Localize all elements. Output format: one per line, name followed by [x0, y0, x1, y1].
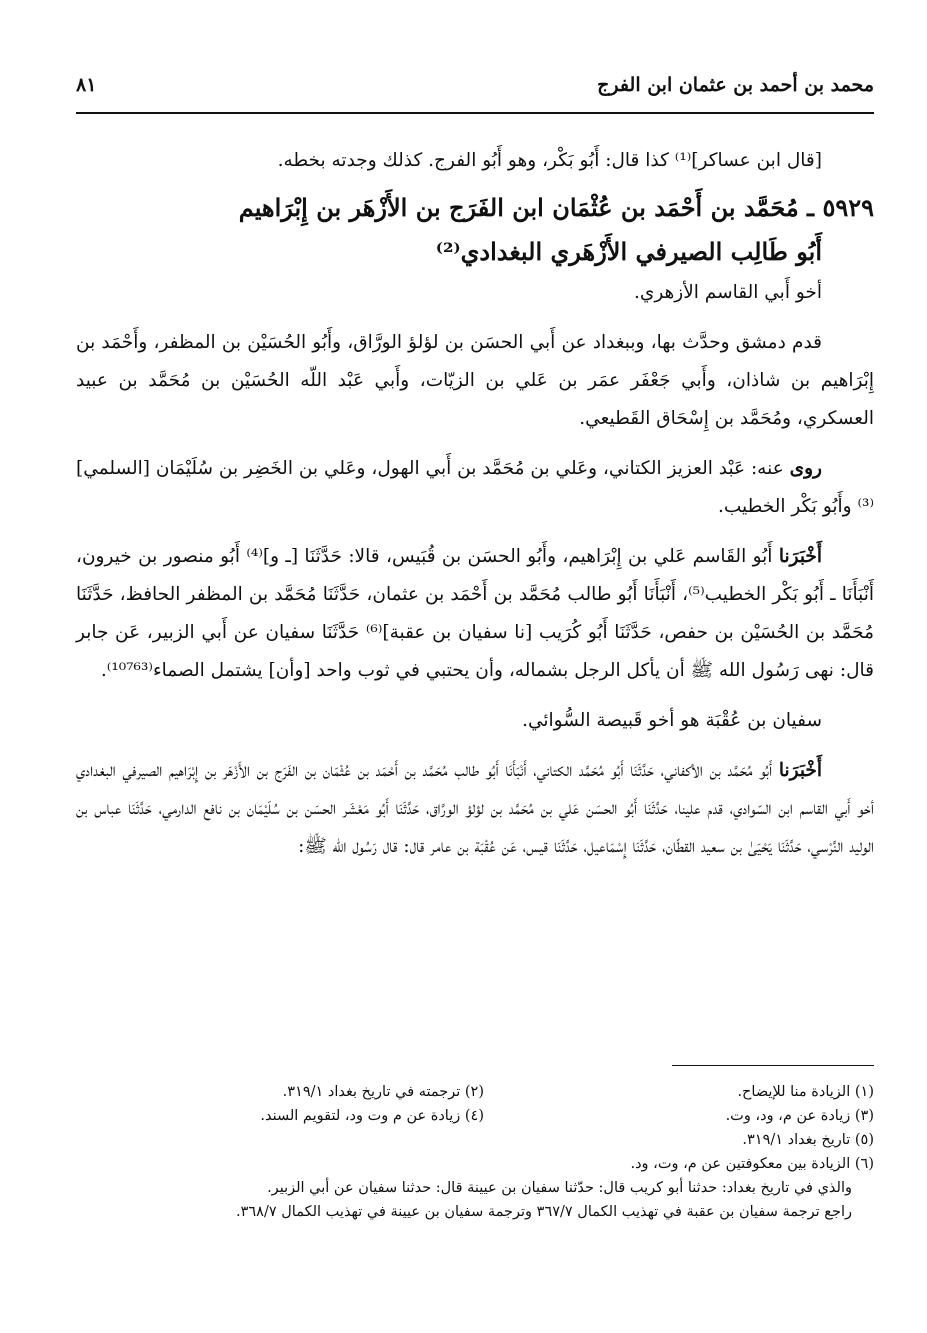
- paragraph-teachers: قدم دمشق وحدَّث بها، وببغداد عن أَبي الحسَن بن لؤلؤ الورَّاق، وأَبُو الحُسَيْن بن المظفر، وأَحْمَد بن إِبْرَاهيم بن شاذان، وأَبي جَعْفَر عمَر بن عَلي بن الزيّات، وأَبي عَبْد اللّه الحُسَيْن بن مُحَمَّد بن عبيد العسكري، ومُحَمَّد بن إِسْحَاق القَطيعي.: [76, 332, 874, 429]
- entry-heading-line2: أَبُو طَالِب الصيرفي الأَزْهَري البغدادي⁽²⁾: [435, 237, 822, 266]
- entry-heading-line1: ٥٩٢٩ ـ مُحَمَّد بن أَحْمَد بن عُثْمَان ابن الفَرَج بن الأَزْهَر بن إِبْرَاهيم: [238, 193, 874, 222]
- paragraph-hadith-2: [76, 752, 874, 866]
- footnote-6-continuation-2: راجع ترجمة سفيان بن عقبة في تهذيب الكمال ٣٦٧/٧ وترجمة سفيان بن عيينة في تهذيب الكمال ٣٦٨/٧.: [236, 1204, 852, 1220]
- footnote-2: (٢) ترجمته في تاريخ بغداد ٣١٩/١.: [282, 1084, 484, 1100]
- paragraph-hadith-1: [76, 538, 874, 690]
- paragraph-text: أَبُو القَاسم عَلي بن إِبْرَاهيم، وأَبُو الحسَن بن قُبَيس، قالا: حَدَّثَنَا [ـ و]⁽⁴⁾ أَبُو منصور بن خيرون، أَنْبَأَنَا ـ أَبُو بَكْر الخطيب⁽⁵⁾، أَنْبَأَنَا أَبُو طالب مُحَمَّد بن أَحْمَد بن عثمان، حَدَّثَنَا مُحَمَّد بن المظفر الحافظ، حَدَّثَنَا مُحَمَّد بن الحُسَيْن بن حفص، حَدَّثَنَا أَبُو كُرَيب [نا سفيان بن عقبة]⁽⁶⁾ حَدَّثَنَا سفيان عن أَبي الزبير، عَن جابر قال: نهى رَسُول الله ﷺ أن يأكل الرجل بشماله، وأن يحتبي في ثوب واحد [وأن] يشتمل الصماء⁽¹⁰⁷⁶³⁾.: [76, 546, 874, 681]
- paragraph-note: سفيان بن عُقْبَة هو أخو قَبيصة السُّوائي.: [522, 710, 822, 731]
- paragraph-text: أَبُو مُحَمَّد بن الأكفاني، حَدَّثَنَا أَبُو مُحَمَّد الكتاني، أَنْبَأَنَا أَبُو طالب مُحَمَّد بن أَحْمَد بن عُثْمَان بن الفَرَج بن الأَزْهَر بن إِبْرَاهيم الصيرفي البغدادي أخو أَبي القاسم ابن السّوادي، قدم علينا، حَدَّثَنَا أَبُو الحسَن عَلي بن مُحَمَّد بن لؤلؤ الورَّاق، حَدَّثَنَا أَبُو مَعْشَر الحسَن بن سُلَيْمَان بن نافع الدارمي، حَدَّثَنَا عباس بن الوليد النَّرْسي، حَدَّثَنَا يَحْيَىٰ بن سعيد القطّان، حَدَّثَنَا إِسْمَاعيل، حَدَّثَنَا قيس، عَن عُقْبَة بن عامر قال: قال رَسُول الله ﷺ:: [76, 760, 874, 857]
- page-header: [76, 70, 874, 106]
- lead-word: أَخْبَرَنا: [778, 760, 822, 781]
- paragraph-brother: أخو أَبي القاسم الأزهري.: [633, 282, 822, 303]
- intro-paragraph: [قال ابن عساكر]⁽¹⁾ كذا قال: أَبُو بَكْر، وهو أَبُو الفرج. كذلك وجدته بخطه.: [277, 150, 822, 171]
- lead-word: روى: [789, 458, 822, 479]
- footnotes: [96, 1080, 874, 1224]
- footnote-6-continuation-1: والذي في تاريخ بغداد: حدثنا أبو كريب قال: حدّثنا سفيان بن عيينة قال: حدثنا سفيان عن أبي الزبير.: [267, 1180, 852, 1196]
- paragraph-narrators: [76, 450, 874, 526]
- lead-word: أَخْبَرَنا: [778, 546, 822, 567]
- footnote-4: (٤) زيادة عن م وت ود، لتقويم السند.: [260, 1108, 484, 1124]
- header-rule: [76, 112, 874, 114]
- paragraph-text: عنه: عَبْد العزيز الكتاني، وعَلي بن مُحَمَّد بن أَبي الهول، وعَلي بن الخَضِر بن سُلَيْمَان [السلمي]⁽³⁾ وأَبُو بَكْر الخطيب.: [76, 458, 874, 517]
- main-text: [76, 142, 874, 866]
- footnote-1: (١) الزيادة منا للإيضاح.: [737, 1084, 874, 1100]
- footnote-3: (٣) زيادة عن م، ود، وت.: [725, 1108, 874, 1124]
- page-number: ٨١: [76, 74, 97, 96]
- running-title: محمد بن أحمد بن عثمان ابن الفرج: [597, 74, 874, 96]
- footnote-5: (٥) تاريخ بغداد ٣١٩/١.: [742, 1132, 874, 1148]
- footnote-6: (٦) الزيادة بين معكوفتين عن م، وت، ود.: [630, 1156, 874, 1172]
- footnote-rule: [672, 1065, 874, 1066]
- entry-heading: [76, 186, 874, 274]
